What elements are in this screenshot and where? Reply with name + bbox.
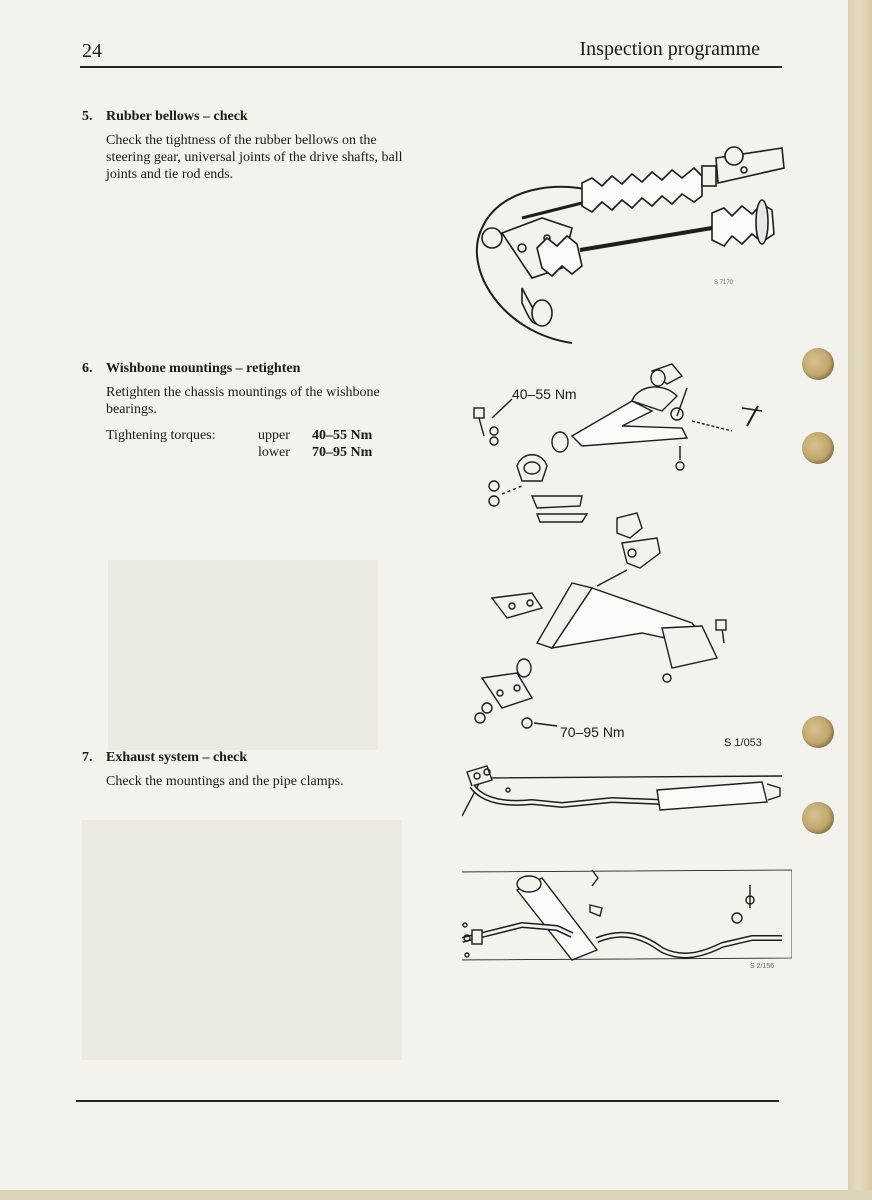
figure-reference: S 7170 [714, 280, 734, 286]
section-heading [82, 360, 412, 377]
section-rubber-bellows [82, 108, 412, 183]
bellows-illustration [462, 138, 792, 348]
section-body: Check the tightness of the rubber bellows on the steering gear, universal joints of the drive shafts, ball joints and tie rod ends. [106, 133, 403, 182]
section-title: Rubber bellows – check [106, 109, 248, 124]
section-heading [82, 108, 412, 125]
upper-torque-callout: 40–55 Nm [512, 386, 577, 402]
section-title: Wishbone mountings – retighten [106, 361, 301, 376]
exhaust-system-illustration [462, 760, 792, 980]
steering-bellows [582, 168, 702, 212]
page-bottom-edge [0, 1190, 872, 1200]
section-heading [82, 749, 412, 766]
section-body: Retighten the chassis mountings of the wishbone bearings. [106, 385, 380, 417]
torque-label: Tightening torques: [106, 428, 216, 443]
figure-reference: S 2/156 [750, 963, 775, 970]
section-exhaust-system [82, 749, 412, 790]
torque-table [106, 427, 412, 461]
torque-value-upper: 40–55 Nm [312, 428, 373, 443]
figure-reference: S 1/053 [724, 737, 762, 749]
header-rule [80, 66, 782, 68]
section-body: Check the mountings and the pipe clamps. [106, 774, 344, 789]
binder-hole [802, 802, 834, 834]
section-wishbone-mountings [82, 360, 412, 461]
binder-hole [802, 716, 834, 748]
upper-wishbone-illustration [462, 356, 782, 526]
lower-torque-callout: 70–95 Nm [560, 724, 625, 740]
section-number: 6. [82, 361, 93, 376]
rear-muffler [517, 876, 597, 960]
torque-position-lower: lower [258, 445, 290, 460]
running-title: Inspection programme [579, 38, 760, 60]
page-edge [848, 0, 872, 1200]
torque-value-lower: 70–95 Nm [312, 445, 373, 460]
page-number: 24 [82, 40, 102, 62]
faded-background-patch [82, 820, 402, 1060]
footer-rule [76, 1100, 779, 1102]
binder-hole [802, 348, 834, 380]
lower-wishbone-illustration [462, 508, 782, 748]
binder-hole [802, 432, 834, 464]
faded-background-patch [108, 560, 378, 750]
section-number: 5. [82, 109, 93, 124]
section-number: 7. [82, 750, 93, 765]
torque-position-upper: upper [258, 428, 290, 443]
section-title: Exhaust system – check [106, 750, 248, 765]
